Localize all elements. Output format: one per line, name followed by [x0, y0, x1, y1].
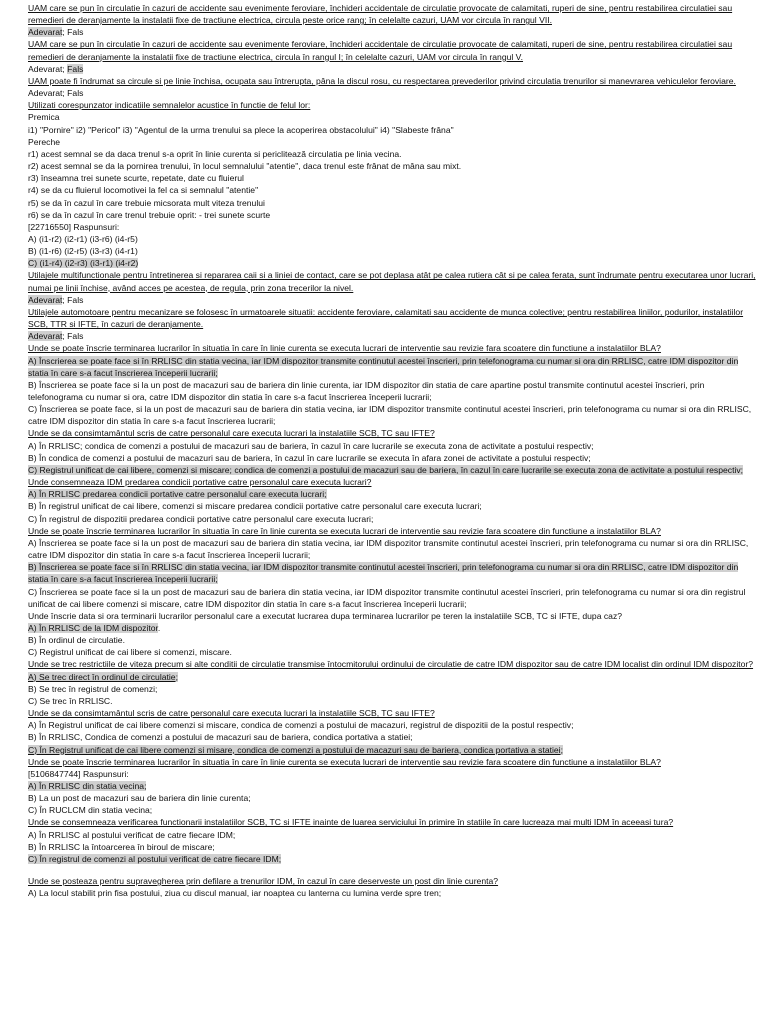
text-line: C) În registrul de dispozitii predarea condicii portative catre personalul care executa lucrari; — [28, 513, 374, 524]
text-line: Adevarat; Fals — [28, 331, 84, 342]
text-line — [28, 257, 758, 269]
text-line: Adevarat; Fals — [28, 63, 84, 74]
text-line: [22716550] Raspunsuri: — [28, 221, 120, 232]
highlighted-answer: Adevarat — [28, 331, 63, 342]
text-line: UAM poate fi îndrumat sa circule si pe linie închisa, ocupata sau întrerupta, pâna la discul rosu, cu respectarea prevederilor privind circulatia trenurilor si manevrarea vehiculelor feroviare. — [28, 75, 736, 86]
text-line: r3) înseamna trei sunete scurte, repetate, date cu fluierul — [28, 173, 244, 184]
text-line: A) În Registrul unificat de cai libere comenzi si miscare, condica de comenzi a postului de macazuri, registrul de dispozitii de la postul respectiv; — [28, 720, 574, 731]
text-line: Unde se consemneaza verificarea functionarii instalatiilor SCB, TC si IFTE inainte de luarea serviciului în primire în statiile în care lucreaza mai multi IDM în aceeasi tura? — [28, 817, 674, 828]
text-line: B) În RRLISC, Condica de comenzi a postului de macazuri sau de bariera, condica portativa a statiei; — [28, 732, 413, 743]
text-line: Unde se poate înscrie terminarea lucrarilor în situatia în care în linie curenta se executa lucrari de interventie sau revizie fara scoatere din functiune a instalatiilor BLA? — [28, 525, 661, 536]
text-line: Unde se poate înscrie terminarea lucrarilor în situatia în care în linie curenta se executa lucrari de interventie sau revizie fara scoatere din functiune a instalatiilor BLA? — [28, 343, 661, 354]
text-line: Unde se da consimtamântul scris de catre personalul care executa lucrari la instalatiile SCB, TC sau IFTE? — [28, 708, 435, 719]
text-line: B) În condica de comenzi a postului de macazuri sau de bariera, în cazul în care lucrarile se executa în afara zonei de activitate a postului respectiv; — [28, 452, 591, 463]
text-line — [28, 488, 758, 500]
text-line: B) Înscrierea se poate face si la un post de macazuri sau de bariera din linie curenta, iar IDM dispozitor din statia de care apartine postul transmite continutul acestei înscrieri, prin telefonograma cu numar si ora, catre IDM dispozitor din statia în care s-a facut înscrierea începerii lucrarii; — [28, 379, 705, 402]
text-line: i1) "Pornire" i2) "Pericol" i3) "Agentul de la urma trenului sa plece la acoperirea obstacolului" i4) "Slabeste frâna" — [28, 124, 454, 135]
text-line: r6) se da în cazul în care trenul trebuie oprit: - trei sunete scurte — [28, 209, 271, 220]
text-line — [28, 780, 758, 792]
text-line: r5) se da în cazul în care trebuie micsorata mult viteza trenului — [28, 197, 265, 208]
text-line: A) În RRLISC; condica de comenzi a postului de macazuri sau de bariera, în cazul în care lucrarile se executa zona de activitate a postului respectiv; — [28, 440, 594, 451]
text-line: Unde consemneaza IDM predarea condicii portative catre personalul care executa lucrari? — [28, 477, 372, 488]
text-line: B) În ordinul de circulatie. — [28, 635, 125, 646]
highlighted-answer: A) Se trec direct în ordinul de circulatie; — [28, 671, 178, 682]
text-line — [28, 464, 758, 476]
text-line — [28, 744, 758, 756]
highlighted-answer: Adevarat — [28, 27, 63, 38]
highlighted-answer: B) Înscrierea se poate face si în RRLISC din statia vecina, iar IDM dispozitor transmite continutul acestei înscrieri, prin telefonograma cu numar si ora din RRLISC, catre IDM dispozitor din statia în care s-a facut înscrierea începerii lucrarii; — [28, 562, 739, 585]
highlighted-answer: Fals — [67, 63, 84, 74]
text-line: Utilizati corespunzator indicatiile semnalelor acustice în functie de felul lor: — [28, 100, 311, 111]
text-line: B) La un post de macazuri sau de bariera din linie curenta; — [28, 793, 251, 804]
text-line: Adevarat; Fals — [28, 88, 84, 99]
text-line: r2) acest semnal se da la pornirea trenului, în locul semnalului "atentie", daca trenul este frânat de mâna sau mixt. — [28, 161, 462, 172]
text-line: r1) acest semnal se da daca trenul s-a oprit în linie curenta si periclitează circulatia pe linia vecina. — [28, 148, 402, 159]
text-line — [28, 355, 758, 379]
highlighted-answer: C) În Registrul unificat de cai libere comenzi si misare, condica de comenzi a postului de macazuri sau de bariera, condica portativa a statiei; — [28, 744, 563, 755]
text-line: A) Înscrierea se poate face si la un post de macazuri sau de bariera din statia vecina, iar IDM dispozitor transmite continutul acestei înscrieri, prin telefonograma cu numar si ora din RRLISC, catre IDM dispozitor din statia în care s-a facut înscrierea începerii lucrarii; — [28, 537, 749, 561]
highlighted-answer: A) În RRLISC din statia vecina; — [28, 781, 147, 791]
highlighted-answer: Adevarat — [28, 294, 63, 305]
text-line: [5106847744] Raspunsuri: — [28, 768, 129, 779]
text-line: r4) se da cu fluierul locomotivei la fel ca si semnalul "atentie" — [28, 185, 259, 196]
text-line: C) Înscrierea se poate face, si la un post de macazuri sau de bariera din statia vecina, iar IDM dispozitor transmite continutul acestei înscrieri, prin telefonograma cu numar si ora din RRLISC, catre IDM dispozitor din statia în care s-a facut înscrierea lucrarii; — [28, 404, 752, 427]
text-line: Utilajele automotoare pentru mecanizare se folosesc în urmatoarele situatii: accidente feroviare, calamitati sau accidente de munca colective; pentru restabilirea liniilor, podurilor, instalatiilor SCB, TTR si IFTE, în cazuri de deranjamente. — [28, 306, 744, 330]
text-line: Adevarat; Fals — [28, 27, 84, 38]
document-page — [28, 2, 758, 899]
blank-line — [28, 865, 758, 875]
text-line: B) (i1-r6) (i2-r5) (i3-r3) (i4-r1) — [28, 246, 138, 257]
highlighted-answer: A) Înscrierea se poate face si în RRLISC din statia vecina, iar IDM dispozitor transmite continutul acestei înscrieri, prin telefonograma cu numar si ora din RRLISC, catre IDM dispozitor din statia în care s-a facut înscrierea începerii lucrarii; — [28, 355, 739, 378]
text-line: Adevarat; Fals — [28, 294, 84, 305]
text-line: A) La locul stabilit prin fisa postului, ziua cu discul manual, iar noaptea cu lanterna cu lumina verde spre tren; — [28, 888, 442, 899]
text-line: A) În RRLISC de la IDM dispozitor. — [28, 622, 161, 633]
text-line: Pereche — [28, 136, 61, 147]
text-line: A) În RRLISC al postului verificat de catre fiecare IDM; — [28, 829, 236, 840]
highlighted-answer: C) (i1-r4) (i2-r3) (i3-r1) (i4-r2) — [28, 258, 139, 269]
text-line — [28, 561, 758, 585]
text-line: B) Se trec în registrul de comenzi; — [28, 683, 158, 694]
text-line: Unde se trec restrictiile de viteza precum si alte conditii de circulatie transmise întocmitorului ordinului de circulatie de catre IDM dispozitor sau de catre IDM localist din ordinul IDM dispozitor? — [28, 659, 754, 670]
text-line: B) În RRLISC la întoarcerea în biroul de miscare; — [28, 841, 215, 852]
text-line: A) (i1-r2) (i2-r1) (i3-r6) (i4-r5) — [28, 233, 138, 244]
text-line: Premica — [28, 112, 60, 123]
text-line: C) În RUCLCM din statia vecina; — [28, 805, 153, 816]
text-line: Unde se posteaza pentru supravegherea prin defilare a trenurilor IDM, în cazul în care deserveste un post din linie curenta? — [28, 876, 499, 887]
text-line: Utilajele multifunctionale pentru întretinerea si repararea caii si a liniei de contact, care se pot deplasa atât pe calea rutiera cât si pe calea ferata, sunt îndrumate pentru executarea unor lucrari, numai pe linii închise, având acces pe acestea, de regula, prin zona trecerilor la nivel. — [28, 270, 756, 293]
text-line: Unde se da consimtamântul scris de catre personalul care executa lucrari la instalatiile SCB, TC sau IFTE? — [28, 428, 435, 439]
text-line: C) Înscrierea se poate face si la un post de macazuri sau de bariera din statia vecina, iar IDM dispozitor transmite continutul acestei înscrieri, prin telefonograma cu numar si ora din registrul unificat de cai libere comenzi si miscare, catre IDM dispozitor din statia în care s-a facut înscrierea începerii lucrarii; — [28, 586, 746, 609]
highlighted-answer: A) În RRLISC de la IDM dispozitor — [28, 622, 158, 633]
text-line: UAM care se pun în circulatie în cazuri de accidente sau evenimente feroviare, închideri accidentale de circulatie provocate de calamitati, ruperi de sine, pentru restabilirea circulatiei sau remedieri de deranjamente la instalatii fixe de tractiune electrica, circula peste orice rang; în celelalte cazuri, UAM vor circula în rangul VII. — [28, 3, 733, 26]
text-line: UAM care se pun în circulatie în cazuri de accidente sau evenimente feroviare, închideri accidentale de circulatie provocate de calamitati, ruperi de sine, pentru restabilirea circulatiei sau remedieri de deranjamente la instalatii fixe de tractiune electrica, circula în rangul I; în celelalte cazuri, UAM vor circula în rangul V. — [28, 39, 733, 62]
text-line — [28, 853, 758, 865]
text-line: C) Registrul unificat de cai libere si comenzi, miscare. — [28, 647, 232, 658]
text-line: Unde se poate înscrie terminarea lucrarilor în situatia în care în linie curenta se executa lucrari de interventie sau revizie fara scoatere din functiune a instalatiilor BLA? — [28, 756, 661, 767]
text-line: Unde înscrie data si ora terminarii lucrarilor personalul care a executat lucrarea dupa terminarea lucrarilor pe teren la instalatiile SCB, TC si IFTE, dupa caz? — [28, 610, 623, 621]
text-line — [28, 671, 758, 683]
highlighted-answer: C) Registrul unificat de cai libere, comenzi si miscare; condica de comenzi a postului de macazuri sau de bariera, în cazul în care lucrarile se executa zona de activitate a postului respectiv; — [28, 464, 744, 475]
highlighted-answer: C) În registrul de comenzi al postului verificat de catre fiecare IDM; — [28, 853, 282, 864]
text-line: B) În registrul unificat de cai libere, comenzi si miscare predarea condicii portative catre personalul care executa lucrari; — [28, 501, 482, 512]
text-line: C) Se trec în RRLISC. — [28, 695, 113, 706]
highlighted-answer: A) În RRLISC predarea condicii portative catre personalul care executa lucrari; — [28, 489, 327, 500]
